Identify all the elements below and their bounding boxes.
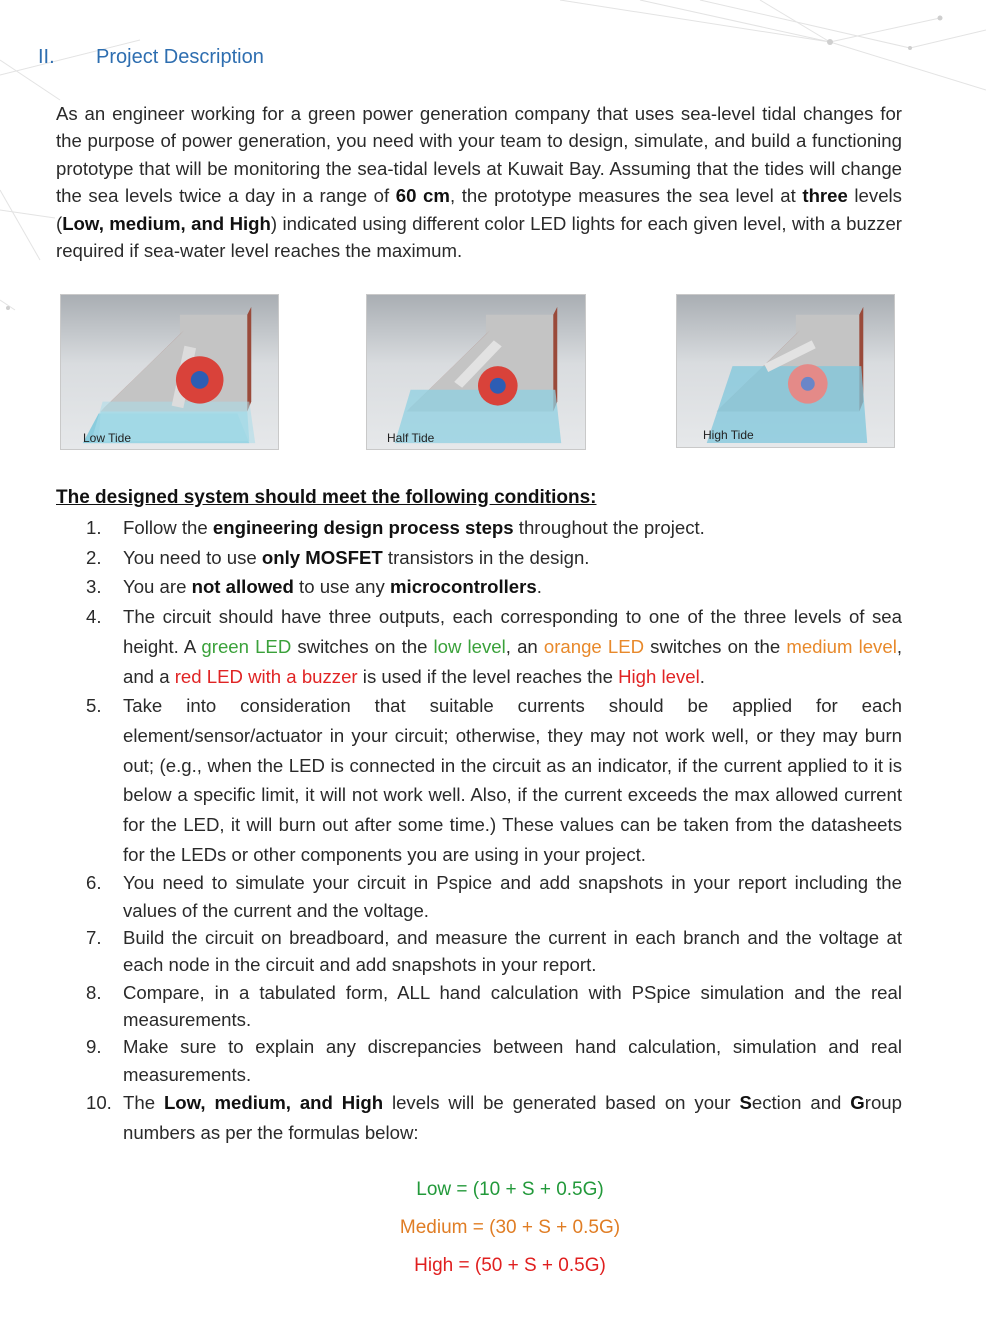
item-number: 3. bbox=[86, 576, 102, 598]
conditions-list bbox=[86, 513, 902, 1147]
item-text: to use any bbox=[293, 576, 390, 598]
item-number: 9. bbox=[86, 1036, 102, 1058]
item-text: Make sure to explain any discrepancies between hand calculation, simulation and real measurements. bbox=[123, 1036, 902, 1085]
item-bold: not allowed bbox=[191, 576, 294, 598]
formula-low: Low = (10 + S + 0.5G) bbox=[416, 1179, 604, 1200]
item-bold: S bbox=[739, 1091, 752, 1113]
tank-illustration bbox=[367, 295, 585, 449]
intro-text: levels ( bbox=[56, 185, 902, 234]
item-text: Build the circuit on breadboard, and measure the current in each branch and the voltage at each node in the circuit and add snapshots in your report. bbox=[123, 927, 902, 976]
item-text: roup numbers as per the formulas below: bbox=[123, 1091, 902, 1143]
item-bold: microcontrollers bbox=[390, 576, 537, 598]
intro-three: three bbox=[802, 185, 848, 207]
item-text: . bbox=[536, 576, 542, 598]
item-bold: G bbox=[850, 1091, 865, 1113]
item-number: 2. bbox=[86, 546, 102, 568]
item-text: , and a bbox=[123, 635, 902, 687]
item-number: 4. bbox=[86, 606, 102, 628]
figure-caption: Half Tide bbox=[387, 431, 435, 445]
green-led-text: green LED bbox=[201, 635, 292, 657]
list-item bbox=[86, 602, 902, 691]
list-item bbox=[86, 979, 902, 1034]
item-text: You are bbox=[123, 576, 192, 598]
item-text: switches on the bbox=[291, 635, 434, 657]
item-text: levels will be generated based on your bbox=[383, 1091, 740, 1113]
list-item bbox=[86, 1088, 902, 1147]
figure-caption: Low Tide bbox=[83, 431, 132, 445]
item-text: Take into consideration that suitable currents should be applied for each element/sensor/actuator in your circuit; otherwise, they may not work well, or they may burn out; (e.g., when the LED is connected in the circuit as an indicator, if the current applied to it is below a specific limit, it will not work well. Also, if the current exceeds the max allowed current for the LED, it will burn out after some time.) These values can be taken from the datasheets for the LEDs or other components you are using in your project. bbox=[123, 695, 902, 865]
intro-text: , the prototype measures the sea level at bbox=[449, 185, 803, 207]
section-title: Project Description bbox=[96, 46, 264, 68]
item-text: transistors in the design. bbox=[382, 546, 590, 568]
item-text: The bbox=[123, 1091, 164, 1113]
item-text: . bbox=[699, 665, 705, 687]
red-led-text: red LED with a buzzer bbox=[174, 665, 358, 687]
list-item bbox=[86, 691, 902, 869]
section-number: II. bbox=[38, 46, 55, 68]
item-text: switches on the bbox=[644, 635, 787, 657]
list-item bbox=[86, 924, 902, 979]
medium-level-text: medium level bbox=[786, 635, 897, 657]
item-text: Follow the bbox=[123, 517, 213, 538]
item-text: Compare, in a tabulated form, ALL hand calculation with PSpice simulation and the real measurements. bbox=[123, 981, 902, 1030]
figure-half-tide bbox=[366, 294, 586, 450]
list-item bbox=[86, 513, 902, 543]
figure-caption: High Tide bbox=[703, 428, 754, 442]
section-heading bbox=[38, 46, 264, 69]
list-item bbox=[86, 543, 902, 573]
item-text: ection and bbox=[751, 1091, 851, 1113]
list-item bbox=[86, 1033, 902, 1088]
formula-medium: Medium = (30 + S + 0.5G) bbox=[399, 1217, 621, 1238]
item-text: The circuit should have three outputs, each corresponding to one of the three levels of sea height. A bbox=[123, 606, 902, 657]
intro-paragraph bbox=[56, 100, 902, 264]
low-level-text: low level bbox=[433, 635, 506, 657]
item-number: 5. bbox=[86, 695, 102, 717]
item-number: 7. bbox=[86, 927, 102, 949]
item-number: 10. bbox=[86, 1091, 112, 1113]
item-bold: Low, medium, and High bbox=[163, 1091, 384, 1113]
intro-range: 60 cm bbox=[395, 185, 450, 207]
item-bold: only MOSFET bbox=[261, 546, 383, 568]
item-bold: engineering design process steps bbox=[212, 517, 514, 538]
intro-text: ) indicated using different color LED lights for each given level, with a buzzer required if sea-water level reaches the maximum. bbox=[56, 212, 902, 262]
tank-illustration bbox=[61, 295, 278, 449]
item-text: You need to simulate your circuit in Pspice and add snapshots in your report including the values of the current and the voltage. bbox=[123, 872, 902, 921]
figure-high-tide bbox=[676, 294, 895, 448]
orange-led-text: orange LED bbox=[543, 635, 645, 657]
item-text: , an bbox=[505, 635, 544, 657]
intro-text: As an engineer working for a green power generation company that uses sea-level tidal changes for the purpose of power generation, you need with your team to design, simulate, and build a functioning prototype that will be monitoring the sea-tidal levels at Kuwait Bay. Assuming that the tides will change the sea levels twice a day in a range of bbox=[56, 103, 902, 207]
formula-high: High = (50 + S + 0.5G) bbox=[414, 1255, 606, 1276]
item-number: 1. bbox=[86, 517, 102, 538]
item-number: 6. bbox=[86, 872, 102, 894]
high-level-text: High level bbox=[618, 665, 700, 687]
list-item bbox=[86, 572, 902, 602]
intro-levels: Low, medium, and High bbox=[62, 212, 271, 234]
item-number: 8. bbox=[86, 981, 102, 1003]
figure-low-tide bbox=[60, 294, 279, 450]
list-item bbox=[86, 869, 902, 924]
conditions-title: The designed system should meet the following conditions: bbox=[56, 487, 597, 508]
item-text: is used if the level reaches the bbox=[357, 665, 619, 687]
item-text: throughout the project. bbox=[513, 517, 705, 538]
tank-illustration bbox=[677, 295, 894, 447]
item-text: You need to use bbox=[123, 546, 262, 568]
